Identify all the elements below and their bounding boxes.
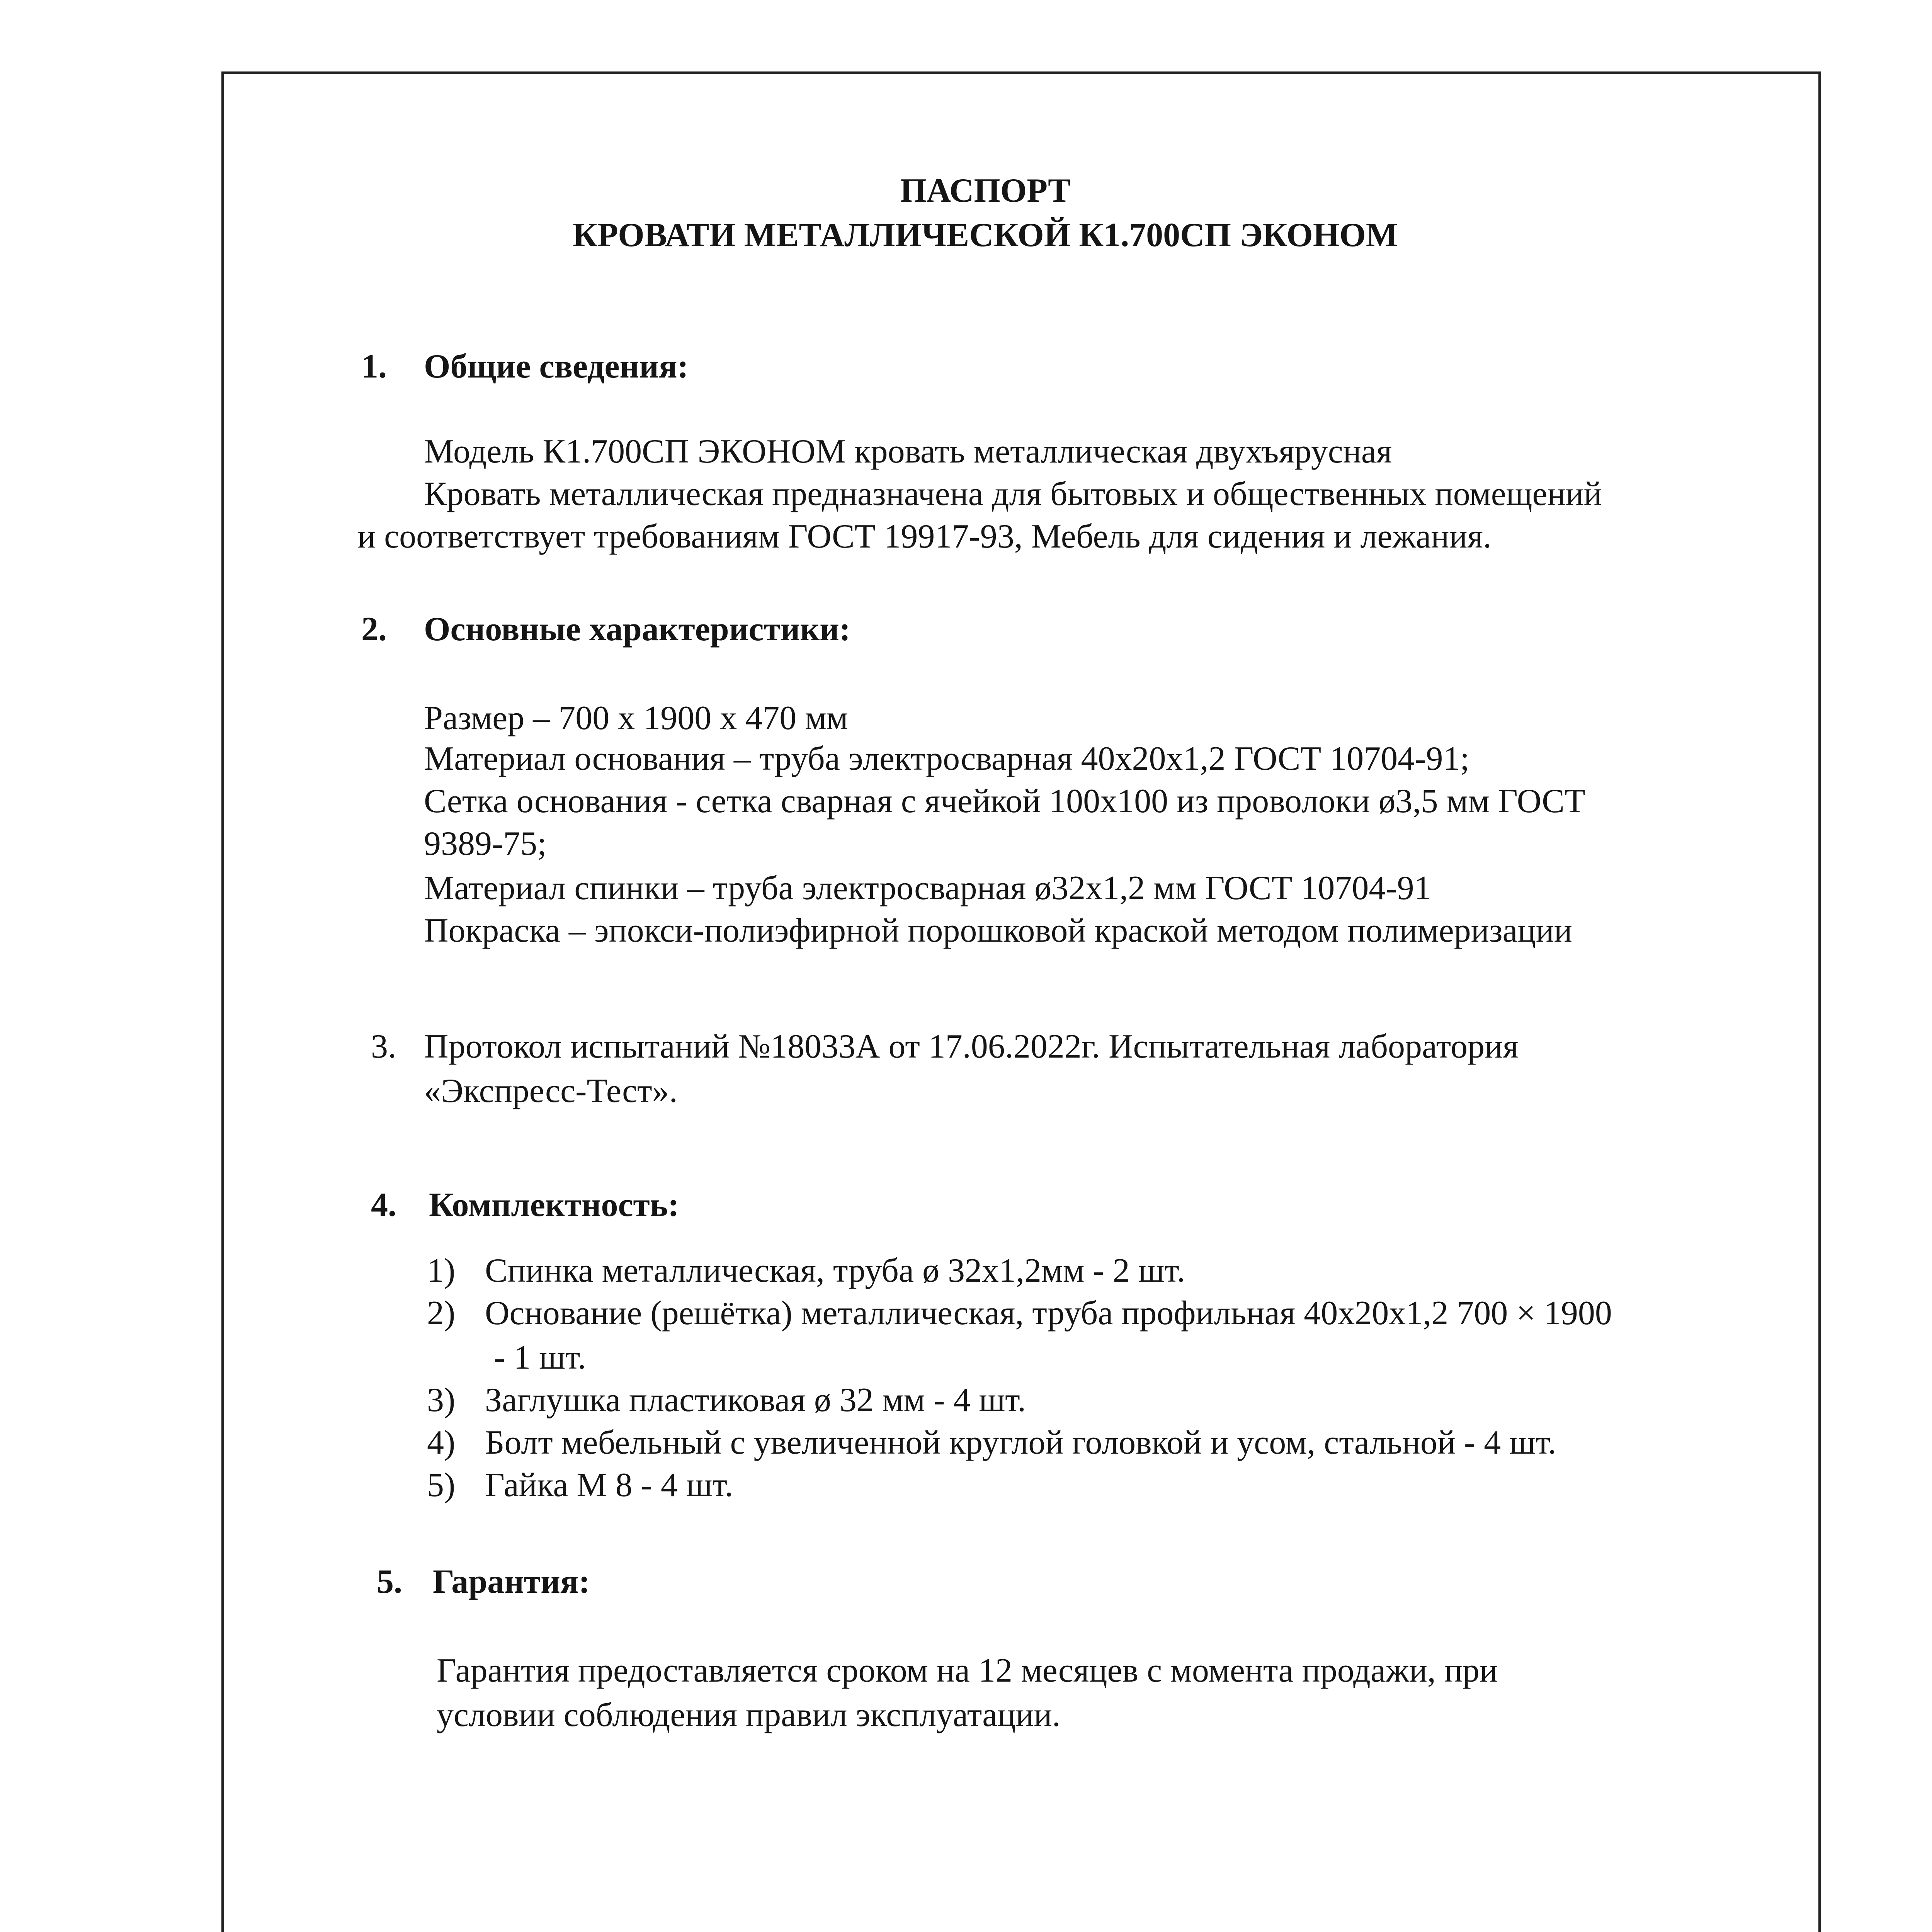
list-item-number: 5) — [427, 1466, 456, 1504]
section-1-heading: Общие сведения: — [424, 348, 689, 385]
section-2-line: Покраска – эпокси-полиэфирной порошковой краской методом полимеризации — [424, 912, 1572, 949]
list-item: Основание (решётка) металлическая, труба профильная 40х20х1,2 700 × 1900 — [485, 1294, 1612, 1332]
list-item: Заглушка пластиковая ø 32 мм - 4 шт. — [485, 1381, 1026, 1419]
document-title: ПАСПОРТ — [900, 172, 1071, 209]
list-item: Гайка М 8 - 4 шт. — [485, 1466, 733, 1504]
section-1-line: Кровать металлическая предназначена для бытовых и общественных помещений — [424, 475, 1602, 513]
list-item-number: 3) — [427, 1381, 456, 1419]
list-item-continuation: - 1 шт. — [494, 1339, 586, 1376]
section-2-line: Сетка основания - сетка сварная с ячейкой 100х100 из проволоки ø3,5 мм ГОСТ — [424, 782, 1585, 820]
section-1-line: Модель К1.700СП ЭКОНОМ кровать металлическая двухъярусная — [424, 433, 1392, 470]
section-2-line: Материал спинки – труба электросварная ø32х1,2 мм ГОСТ 10704-91 — [424, 869, 1431, 907]
section-2-line: 9389-75; — [424, 825, 547, 862]
document-subtitle: КРОВАТИ МЕТАЛЛИЧЕСКОЙ К1.700СП ЭКОНОМ — [573, 216, 1398, 254]
list-item: Спинка металлическая, труба ø 32х1,2мм - 2 шт. — [485, 1252, 1185, 1289]
section-4-heading: Комплектность: — [429, 1186, 679, 1224]
section-2-line: Размер – 700 х 1900 х 470 мм — [424, 699, 848, 737]
section-2-line: Материал основания – труба электросварная 40х20х1,2 ГОСТ 10704-91; — [424, 740, 1469, 777]
section-2-number: 2. — [361, 611, 387, 648]
section-1-line: и соответствует требованиям ГОСТ 19917-93, Мебель для сидения и лежания. — [357, 518, 1492, 555]
list-item: Болт мебельный с увеличенной круглой головкой и усом, стальной - 4 шт. — [485, 1424, 1556, 1461]
section-5-line: условии соблюдения правил эксплуатации. — [437, 1696, 1061, 1734]
list-item-number: 1) — [427, 1252, 456, 1289]
section-2-heading: Основные характеристики: — [424, 611, 851, 648]
section-3-line: Протокол испытаний №18033А от 17.06.2022г. Испытательная лаборатория — [424, 1028, 1519, 1065]
section-1-number: 1. — [361, 348, 387, 385]
section-4-number: 4. — [371, 1186, 396, 1224]
section-3-number: 3. — [371, 1028, 396, 1065]
section-5-heading: Гарантия: — [433, 1563, 590, 1600]
list-item-number: 2) — [427, 1294, 456, 1332]
section-5-number: 5. — [377, 1563, 402, 1600]
section-5-line: Гарантия предоставляется сроком на 12 месяцев с момента продажи, при — [437, 1652, 1498, 1689]
section-3-line: «Экспресс-Тест». — [424, 1072, 678, 1110]
list-item-number: 4) — [427, 1424, 456, 1461]
